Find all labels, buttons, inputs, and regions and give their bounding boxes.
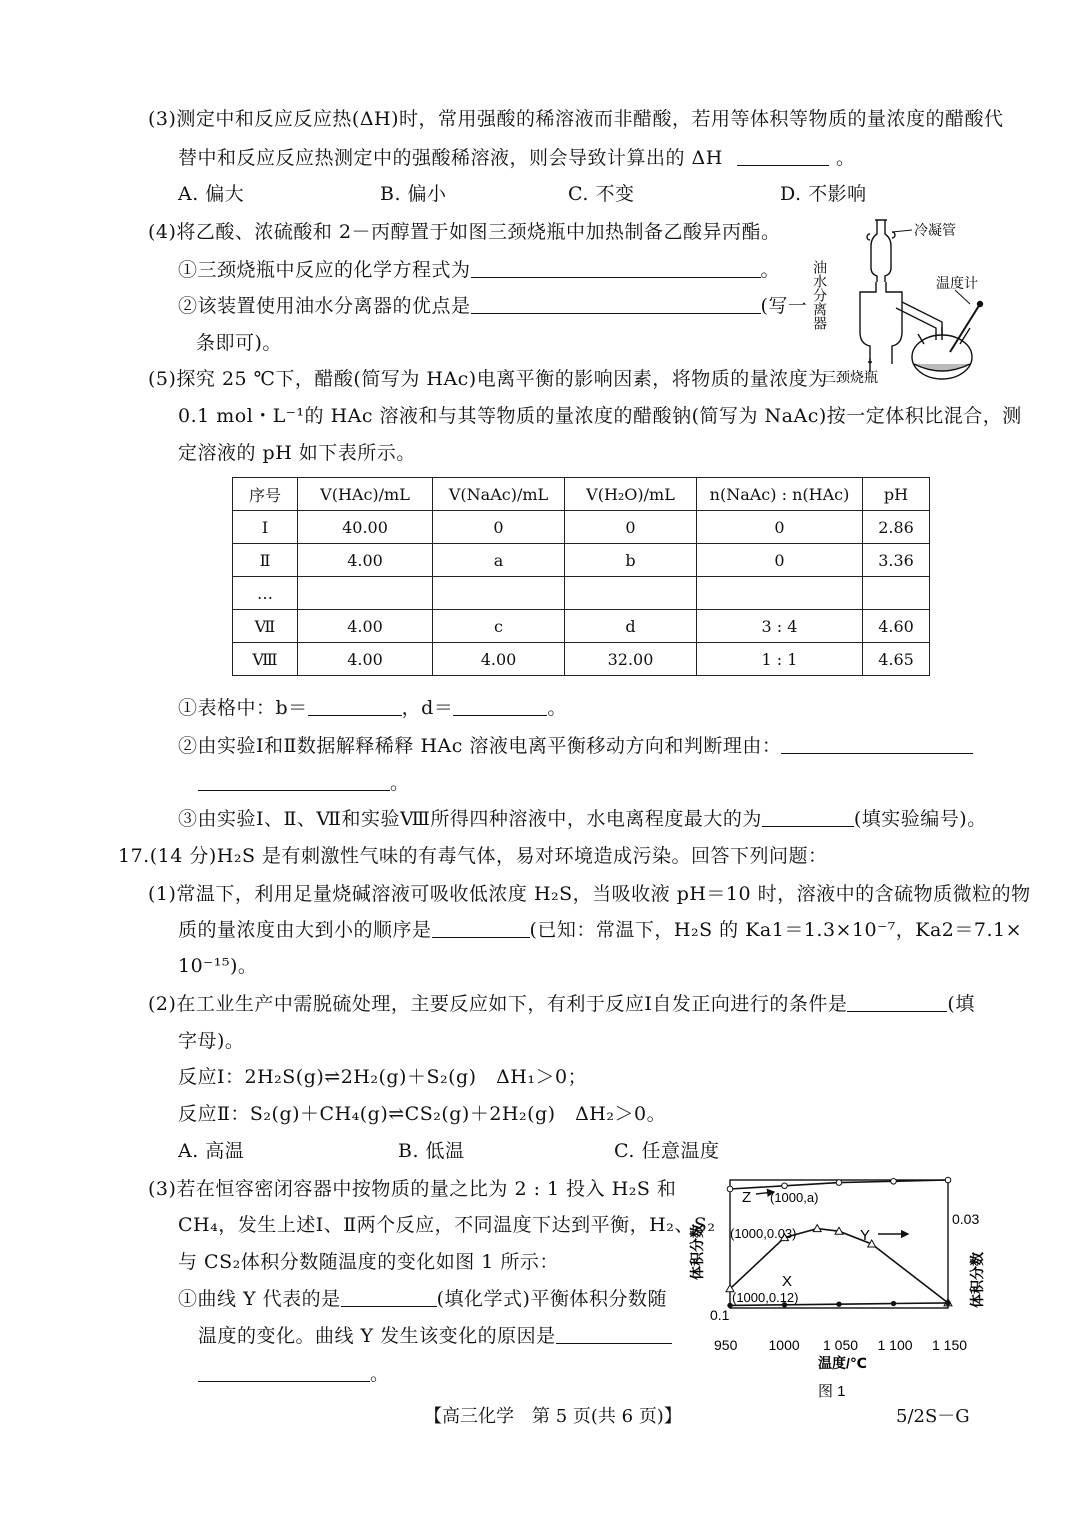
- data-point-x: [891, 1301, 895, 1305]
- table-cell: [565, 577, 697, 610]
- q16-5-sub3-end: (填实验编号)。: [853, 808, 987, 830]
- flask-label: 三颈烧瓶: [822, 369, 878, 385]
- q16-4-sub1: [178, 257, 780, 283]
- answer-blank: [432, 919, 530, 938]
- q16-3-line2-end: 。: [835, 147, 856, 169]
- q17-3-sub1a: ①曲线 Y 代表的是: [178, 1288, 341, 1310]
- reaction-1: 反应Ⅰ：2H₂S(g)⇌2H₂(g)＋S₂(g) ΔH₁＞0；: [178, 1066, 588, 1088]
- table-cell: Ⅱ: [233, 544, 298, 577]
- q17-3-sub1-cont: [198, 1323, 672, 1349]
- q17-2-line2: 字母)。: [178, 1030, 245, 1052]
- q17-3-sub1c: 温度的变化。曲线 Y 发生该变化的原因是: [198, 1325, 556, 1347]
- table-cell: c: [433, 610, 565, 643]
- q16-3-line1: (3)测定中和反应反应热(ΔH)时，常用强酸的稀溶液而非醋酸，若用等体积等物质的量浓度的醋酸代: [148, 108, 1004, 130]
- x-tick-group: [714, 1337, 967, 1353]
- answer-blank: [781, 735, 973, 754]
- table-cell: 0: [697, 511, 863, 544]
- q17-3-sub1-cont2: [198, 1361, 390, 1387]
- table-cell: Ⅶ: [233, 610, 298, 643]
- q17-3-sub1: [178, 1286, 667, 1312]
- q16-4-sub2: [178, 293, 807, 319]
- table-header: V(H₂O)/mL: [565, 478, 697, 511]
- table-cell: [298, 577, 433, 610]
- q16-4-sub2-text: ②该装置使用油水分离器的优点是: [178, 295, 471, 317]
- series-layer: [726, 1177, 952, 1307]
- q16-5-sub2-text: ②由实验Ⅰ和Ⅱ数据解释稀释 HAc 溶液电离平衡移动方向和判断理由：: [178, 735, 782, 757]
- table-cell: 4.00: [298, 610, 433, 643]
- table-cell: a: [433, 544, 565, 577]
- flask-body: [912, 335, 972, 379]
- q17-head: 17.(14 分)H₂S 是有刺激性气味的有毒气体，易对环境造成污染。回答下列问题：: [118, 845, 828, 867]
- table-cell: d: [565, 610, 697, 643]
- data-point-x: [837, 1302, 841, 1306]
- table-cell: 32.00: [565, 643, 697, 676]
- q16-3-line2: [178, 145, 855, 171]
- table-cell: 0: [697, 544, 863, 577]
- q16-5-line2: 0.1 mol・L⁻¹的 HAc 溶液和与其等物质的量浓度的醋酸钠(简写为 NaAc)按一定体积比混合，测: [178, 405, 1022, 427]
- experiment-table: [232, 477, 930, 676]
- table-header: V(NaAc)/mL: [433, 478, 565, 511]
- table-header: V(HAc)/mL: [298, 478, 433, 511]
- q17-2-line1: [148, 991, 975, 1017]
- condenser-label: 冷凝管: [914, 222, 956, 238]
- table-cell: 40.00: [298, 511, 433, 544]
- answer-blank: [453, 697, 547, 716]
- q16-5-sub1: [178, 695, 567, 721]
- q16-5-sub2-cont: [198, 770, 410, 796]
- q16-3-line2-text: 替中和反应反应热测定中的强酸稀溶液，则会导致计算出的 ΔH: [178, 147, 723, 169]
- y-axis-label-right: 体积分数: [969, 1252, 985, 1308]
- q16-5-sub1-end: 。: [547, 697, 567, 719]
- table-cell: 4.60: [863, 610, 930, 643]
- q17-1-line1: (1)常温下，利用足量烧碱溶液可吸收低浓度 H₂S，当吸收液 pH＝10 时，溶液中的含硫物质微粒的物: [148, 883, 1031, 905]
- q16-5-line3: 定溶液的 pH 如下表所示。: [178, 442, 416, 464]
- answer-blank: [341, 1288, 437, 1307]
- table-cell: Ⅷ: [233, 643, 298, 676]
- q17-1-line2: [178, 917, 1022, 943]
- separator-shape: [860, 282, 902, 364]
- table-row: [233, 577, 930, 610]
- q17-3-sub1-end: 。: [370, 1363, 390, 1385]
- table-header-row: [233, 478, 930, 511]
- table-cell: 3 : 4: [697, 610, 863, 643]
- table-header: 序号: [233, 478, 298, 511]
- annotation-x: (1000,0.12): [732, 1290, 799, 1305]
- x-tick-label: 950: [714, 1337, 738, 1353]
- q17-3-line1: (3)若在恒容密闭容器中按物质的量之比为 2 : 1 投入 H₂S 和: [148, 1178, 677, 1200]
- plot-frame: [730, 1180, 948, 1308]
- q16-3-option-c: C. 不变: [568, 183, 635, 205]
- table-cell: …: [233, 577, 298, 610]
- table-row: [233, 511, 930, 544]
- q16-3-option-d: D. 不影响: [780, 183, 867, 205]
- q17-1-line2a: 质的量浓度由大到小的顺序是: [178, 919, 432, 941]
- q17-2-option-a: A. 高温: [178, 1140, 245, 1162]
- table-cell: 4.65: [863, 643, 930, 676]
- data-point-z: [836, 1180, 842, 1186]
- figure-1-chart: [682, 1168, 1002, 1402]
- answer-blank: [847, 993, 947, 1012]
- x-axis-label: 温度/℃: [818, 1355, 867, 1371]
- table-cell: 4.00: [298, 643, 433, 676]
- answer-blank: [556, 1325, 672, 1344]
- q17-2-option-b: B. 低温: [398, 1140, 465, 1162]
- table-cell: Ⅰ: [233, 511, 298, 544]
- right-tick-label: 0.03: [952, 1211, 980, 1227]
- q16-5-sub3: [178, 806, 987, 832]
- q16-5-sub1-a: ①表格中：b＝: [178, 697, 308, 719]
- table-header: pH: [863, 478, 930, 511]
- answer-blank: [762, 808, 854, 827]
- x-tick-label: 1000: [768, 1337, 800, 1353]
- figure-caption: 图 1: [818, 1383, 846, 1400]
- q16-5-sub2-end: 。: [390, 772, 410, 794]
- q16-4-sub1-text: ①三颈烧瓶中反应的化学方程式为: [178, 259, 471, 281]
- answer-blank: [737, 147, 829, 166]
- answer-blank: [471, 259, 761, 278]
- series-label-z: Z: [742, 1189, 752, 1206]
- data-point-z: [782, 1183, 788, 1189]
- data-point-z: [945, 1177, 951, 1183]
- footer-code: 5/2S－G: [896, 1406, 970, 1427]
- q17-3-line2: CH₄，发生上述Ⅰ、Ⅱ两个反应，不同温度下达到平衡，H₂、S₂: [178, 1214, 716, 1236]
- data-point-z: [727, 1186, 733, 1192]
- table-cell: 0: [433, 511, 565, 544]
- table-cell: 1 : 1: [697, 643, 863, 676]
- answer-blank: [198, 772, 390, 791]
- q16-3-option-b: B. 偏小: [380, 183, 447, 205]
- data-point-z: [891, 1178, 897, 1184]
- y-axis-label-left: 体积分数: [689, 1224, 705, 1280]
- table-row: [233, 643, 930, 676]
- q16-4-line1: (4)将乙酸、浓硫酸和 2－丙醇置于如图三颈烧瓶中加热制备乙酸异丙酯。: [148, 221, 781, 243]
- table-cell: b: [565, 544, 697, 577]
- distillation-apparatus-figure: [812, 212, 992, 387]
- q16-4-sub1-end: 。: [760, 259, 781, 281]
- table-cell: 0: [565, 511, 697, 544]
- table-cell: [863, 577, 930, 610]
- table-cell: [697, 577, 863, 610]
- q16-4-sub2-end: (写一: [760, 295, 808, 317]
- q16-5-sub2: [178, 733, 973, 759]
- answer-blank: [308, 697, 402, 716]
- separator-label: 油水分离器: [812, 260, 828, 330]
- q17-2-option-c: C. 任意温度: [614, 1140, 720, 1162]
- q17-3-line3: 与 CS₂体积分数随温度的变化如图 1 所示：: [178, 1251, 559, 1273]
- q17-1-line2b: (已知：常温下，H₂S 的 Ka1＝1.3×10⁻⁷，Ka2＝7.1×: [529, 919, 1023, 941]
- table-cell: 4.00: [298, 544, 433, 577]
- x-tick-label: 1 100: [877, 1337, 913, 1353]
- table-cell: 2.86: [863, 511, 930, 544]
- x-tick-label: 1 150: [932, 1337, 968, 1353]
- q17-3-sub1b: (填化学式)平衡体积分数随: [436, 1288, 667, 1310]
- q16-5-sub1-b: ，d＝: [401, 697, 454, 719]
- reaction-2: 反应Ⅱ：S₂(g)＋CH₄(g)⇌CS₂(g)＋2H₂(g) ΔH₂＞0。: [178, 1103, 667, 1125]
- annotation-z: (1000,a): [770, 1190, 819, 1205]
- table-row: [233, 610, 930, 643]
- data-point-x: [946, 1301, 950, 1305]
- table-cell: 3.36: [863, 544, 930, 577]
- table-cell: 4.00: [433, 643, 565, 676]
- q17-2-line1-text: (2)在工业生产中需脱硫处理，主要反应如下，有利于反应Ⅰ自发正向进行的条件是: [148, 993, 848, 1015]
- q17-1-line3: 10⁻¹⁵)。: [178, 955, 258, 977]
- condenser-shape: [871, 220, 891, 282]
- annotation-y: (1000,0.03): [730, 1226, 797, 1241]
- answer-blank: [198, 1363, 370, 1382]
- footer-page-info: 【高三化学 第 5 页(共 6 页)】: [424, 1406, 682, 1427]
- table-header: n(NaAc) : n(HAc): [697, 478, 863, 511]
- thermometer-label: 温度计: [936, 275, 978, 291]
- answer-blank: [471, 295, 761, 314]
- q16-5-line1: (5)探究 25 ℃下，醋酸(简写为 HAc)电离平衡的影响因素，将物质的量浓度为: [148, 368, 828, 390]
- q16-3-option-a: A. 偏大: [178, 183, 245, 205]
- x-tick-label: 1 050: [823, 1337, 859, 1353]
- q16-4-sub2-cont: 条即可)。: [196, 332, 282, 354]
- series-label-x: X: [782, 1273, 793, 1290]
- table-cell: [433, 577, 565, 610]
- series-label-y: Y: [860, 1227, 871, 1244]
- left-tick-label: 0.1: [710, 1307, 730, 1323]
- table-row: [233, 544, 930, 577]
- q16-5-sub3-text: ③由实验Ⅰ、Ⅱ、Ⅶ和实验Ⅷ所得四种溶液中，水电离程度最大的为: [178, 808, 762, 830]
- q17-2-line1-end: (填: [947, 993, 975, 1015]
